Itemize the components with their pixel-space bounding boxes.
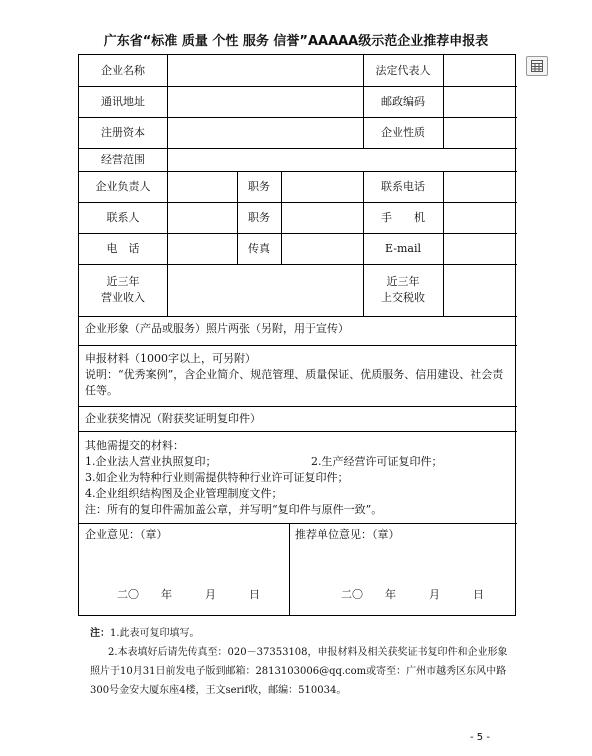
note-2: 2.本表填好后请先传真至：020－37353108，申报材料及相关获奖证书复印件和企业形象照片于10月31日前发电子版到邮箱：2813103006@qq.com或寄至：广州市越秀区东风中路300号金安大厦东座4楼，王文serif收，邮编：510034。 — [90, 647, 508, 696]
field-email[interactable] — [444, 233, 516, 264]
label-revenue-line2: 营业收入 — [101, 291, 145, 304]
field-company-phone[interactable] — [444, 171, 516, 202]
label-contact: 联系人 — [106, 210, 140, 224]
company-opinion-label: 企业意见：（章） — [85, 528, 168, 541]
label-phone: 电 话 — [106, 241, 140, 255]
label-mobile: 手 机 — [381, 210, 425, 224]
field-address[interactable] — [168, 86, 363, 117]
section-awards: 企业获奖情况（附获奖证明复印件） — [85, 412, 261, 425]
section-materials — [85, 351, 510, 399]
row-divider — [79, 406, 517, 407]
field-phone[interactable] — [168, 233, 237, 264]
field-position-1[interactable] — [282, 171, 363, 202]
label-email: E-mail — [385, 241, 421, 255]
label-position-2: 职务 — [248, 210, 270, 224]
label-manager: 企业负责人 — [95, 179, 151, 193]
other-item-2: 2.生产经营许可证复印件； — [311, 455, 443, 468]
other-note: 注：所有的复印件需加盖公章，并写明“复印件与原件一致”。 — [85, 503, 383, 516]
recommender-opinion-label: 推荐单位意见：（章） — [295, 528, 400, 541]
other-item-4: 4.企业组织结构图及企业管理制度文件； — [85, 487, 283, 500]
label-address: 通讯地址 — [101, 94, 145, 108]
materials-desc: 说明：“优秀案例”，含企业简介、规范管理、质量保证、优质服务、信用建设、社会责任等。 — [85, 368, 504, 397]
label-postcode: 邮政编码 — [381, 94, 425, 108]
section-other-materials — [85, 438, 515, 518]
other-title: 其他需提交的材料： — [85, 439, 184, 452]
note-1: 1.此表可复印填写。 — [110, 628, 200, 639]
page-number: - 5 - — [470, 732, 490, 743]
field-revenue[interactable] — [168, 264, 363, 316]
label-position-1: 职务 — [248, 179, 270, 193]
table-calculator-icon[interactable] — [526, 56, 548, 76]
other-row-1-2 — [85, 454, 515, 470]
field-tax[interactable] — [444, 264, 516, 316]
company-opinion-date: 二〇 年 月 日 — [117, 588, 260, 601]
row-divider — [79, 523, 517, 524]
label-reg-capital: 注册资本 — [101, 125, 145, 139]
label-tax — [363, 264, 443, 316]
field-position-2[interactable] — [282, 202, 363, 233]
field-business-scope[interactable] — [168, 148, 516, 171]
field-reg-capital[interactable] — [168, 117, 363, 148]
field-postcode[interactable] — [444, 86, 516, 117]
row-divider — [79, 345, 517, 346]
other-item-3: 3.如企业为特种行业则需提供特种行业许可证复印件； — [85, 471, 349, 484]
footnotes — [90, 624, 510, 700]
field-company-name[interactable] — [168, 55, 363, 86]
form-title: 广东省“标准 质量 个性 服务 信誉”AAAAA级示范企业推荐申报表 — [103, 34, 489, 49]
label-legal-rep: 法定代表人 — [375, 63, 431, 77]
label-tax-line2: 上交税收 — [381, 291, 425, 304]
label-tax-line1: 近三年 — [386, 275, 420, 288]
label-revenue-line1: 近三年 — [106, 275, 140, 288]
other-item-1: 1.企业法人营业执照复印； — [85, 455, 217, 468]
label-company-type: 企业性质 — [381, 125, 425, 139]
note-label: 注： — [90, 628, 110, 639]
recommender-opinion-date: 二〇 年 月 日 — [341, 588, 484, 601]
label-company-name: 企业名称 — [101, 63, 145, 77]
field-fax[interactable] — [282, 233, 363, 264]
row-divider — [79, 316, 517, 317]
field-company-type[interactable] — [444, 117, 516, 148]
field-mobile[interactable] — [444, 202, 516, 233]
note-1-line — [90, 624, 510, 643]
label-revenue — [79, 264, 167, 316]
label-company-phone: 联系电话 — [381, 179, 425, 193]
section-company-image: 企业形象（产品或服务）照片两张（另附，用于宣传） — [85, 322, 349, 335]
field-legal-rep[interactable] — [444, 55, 516, 86]
field-contact[interactable] — [168, 202, 237, 233]
label-fax: 传真 — [248, 241, 270, 255]
label-business-scope: 经营范围 — [101, 152, 145, 166]
row-divider — [79, 431, 517, 432]
field-manager[interactable] — [168, 171, 237, 202]
application-form-table — [78, 54, 516, 616]
materials-title: 申报材料（1000字以上，可另附） — [85, 352, 256, 365]
col-divider — [289, 523, 290, 616]
